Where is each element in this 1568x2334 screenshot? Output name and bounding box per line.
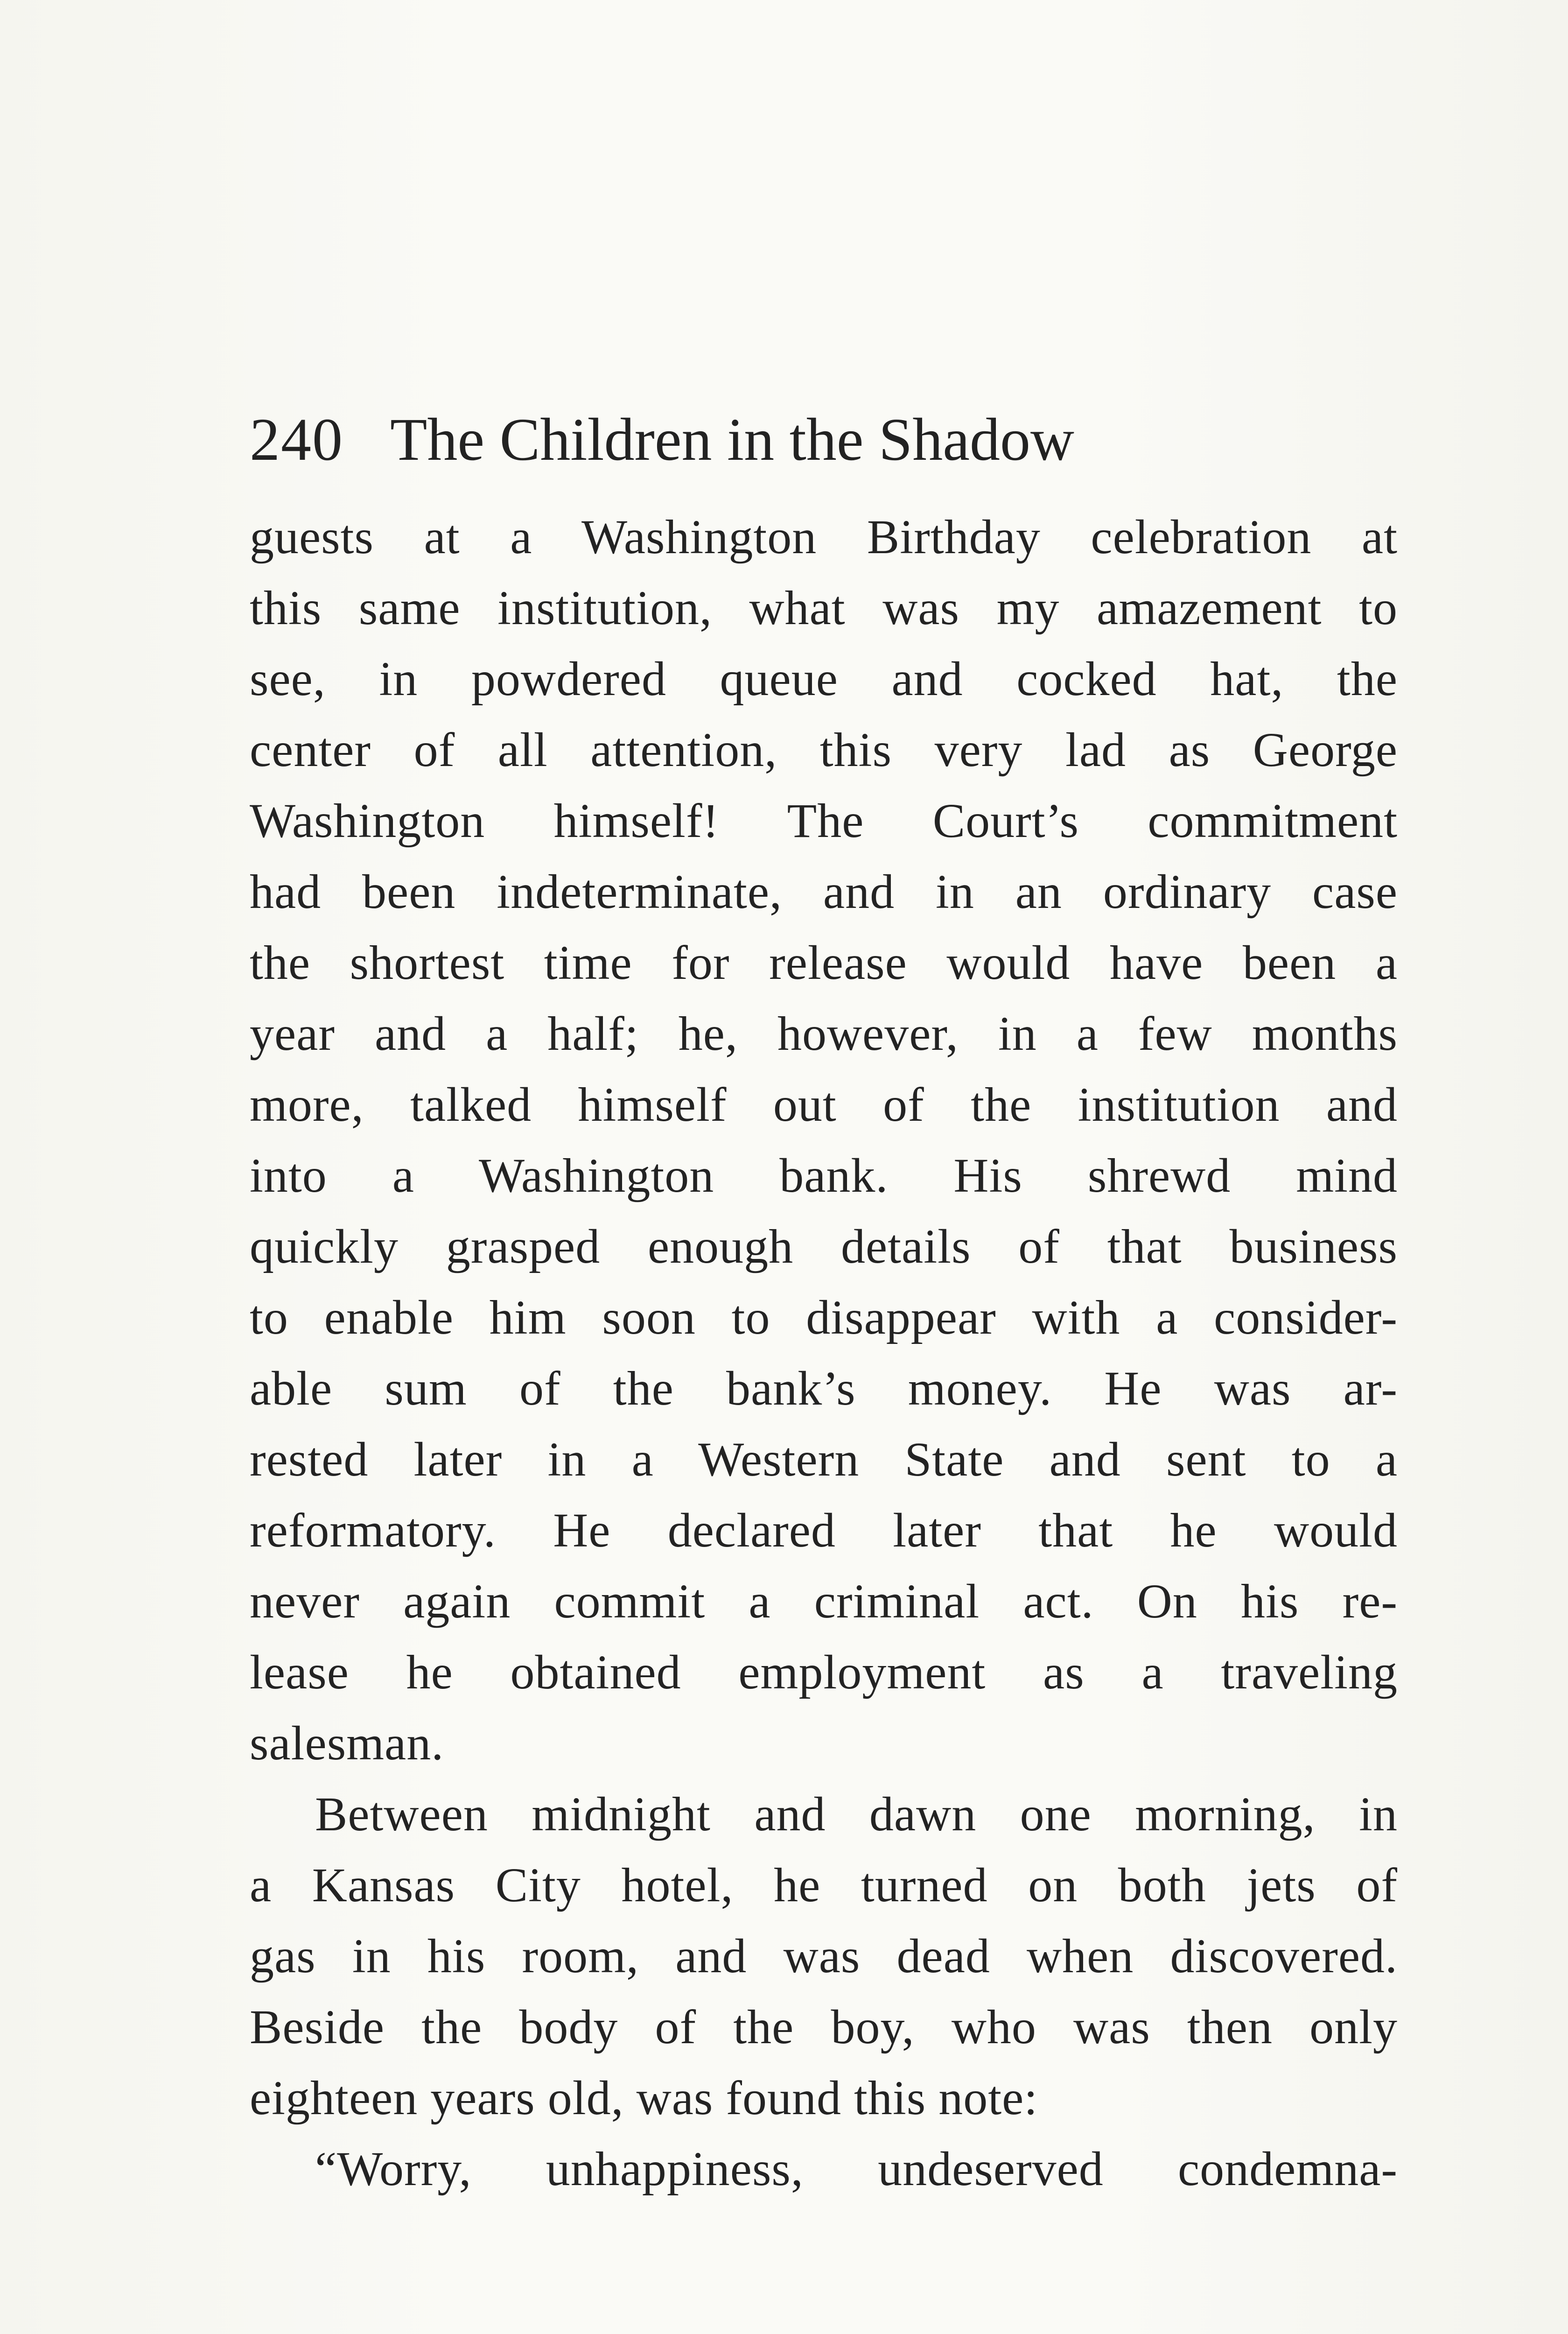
running-title: The Children in the Shadow (390, 406, 1074, 473)
text-line: Beside the body of the boy, who was then only (250, 2000, 1398, 2054)
text-line: salesman. (250, 1716, 444, 1770)
text-line: into a Washington bank. His shrewd mind (250, 1149, 1398, 1202)
text-line: center of all attention, this very lad as George (250, 723, 1398, 777)
text-line: see, in powdered queue and cocked hat, the (250, 652, 1398, 706)
text-line: to enable him soon to disappear with a consider- (250, 1291, 1398, 1344)
text-line: had been indeterminate, and in an ordinary case (250, 865, 1398, 919)
text-line: year and a half; he, however, in a few months (250, 1007, 1398, 1061)
text-line: reformatory. He declared later that he would (250, 1504, 1398, 1557)
text-line: gas in his room, and was dead when discovered. (250, 1929, 1398, 1983)
text-line: rested later in a Western State and sent to a (250, 1433, 1398, 1486)
text-line: quickly grasped enough details of that business (250, 1220, 1398, 1273)
text-line: a Kansas City hotel, he turned on both jets of (250, 1858, 1398, 1912)
text-line: eighteen years old, was found this note: (250, 2071, 1038, 2125)
paragraph-first-line: Between midnight and dawn one morning, in (315, 1787, 1398, 1841)
text-line: lease he obtained employment as a traveling (250, 1645, 1398, 1699)
text-line: able sum of the bank’s money. He was ar- (250, 1362, 1398, 1415)
paragraph-first-line: “Worry, unhappiness, undeserved condemna- (315, 2142, 1398, 2196)
text-line: more, talked himself out of the institution and (250, 1078, 1398, 1132)
body-text (250, 502, 1398, 2205)
running-header (250, 402, 1407, 477)
text-line: never again commit a criminal act. On his re- (250, 1575, 1398, 1628)
text-line: the shortest time for release would have been a (250, 936, 1398, 990)
text-line: this same institution, what was my amazement to (250, 581, 1398, 635)
text-line: Washington himself! The Court’s commitment (250, 794, 1398, 848)
text-line: guests at a Washington Birthday celebration at (250, 510, 1398, 564)
page-number: 240 (250, 406, 343, 473)
